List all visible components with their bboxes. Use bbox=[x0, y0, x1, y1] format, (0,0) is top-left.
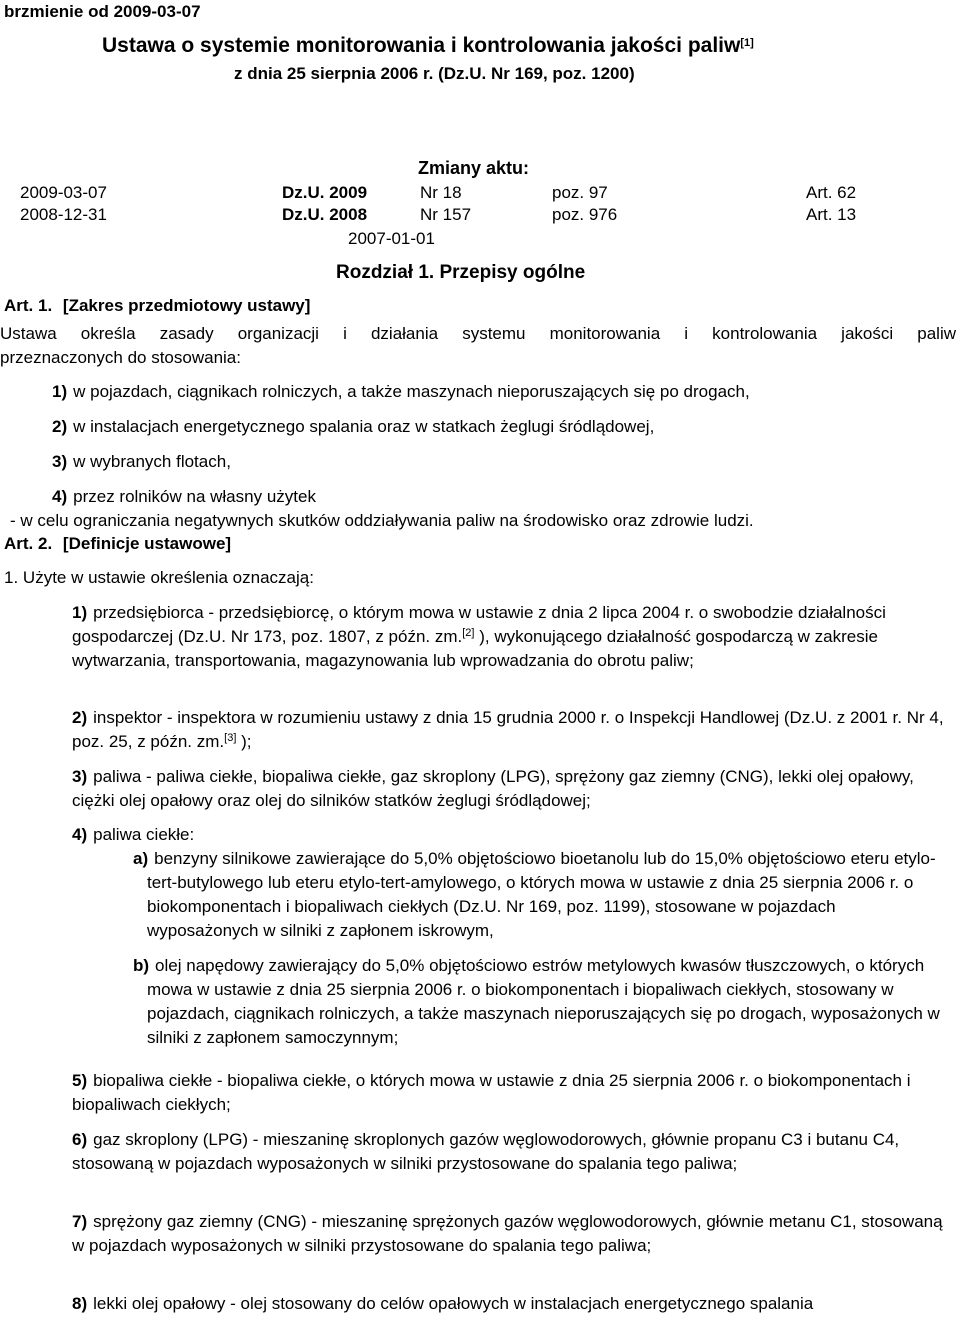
definition-text-cont: ), wykonującego działalność gospodarczą w zakresie wytwarzania, transportowania, magazynowania lub wprowadzania do obrotu paliw; bbox=[72, 627, 878, 670]
chapter-heading: Rozdział 1. Przepisy ogólne bbox=[336, 262, 586, 283]
change-art: Art. 13 bbox=[806, 205, 857, 224]
sub-definition-item bbox=[133, 954, 947, 1050]
definition-item bbox=[72, 765, 954, 813]
art1-item-text: w pojazdach, ciągnikach rolniczych, a także maszynach nieporuszających się po drogach, bbox=[73, 382, 750, 401]
sub-definition-text: olej napędowy zawierający do 5,0% objętościowo estrów metylowych kwasów tłuszczowych, o których mowa w ustawie z dnia 25 sierpnia 2006 r. o biokomponentach i biopaliwach ciekłych, stosowany w pojazdach, ciągnikach rolniczych, a także maszynach nieporuszających się po drogach, wyposażonych w silniki z zapłonem samoczynnym; bbox=[147, 956, 940, 1047]
art1-item-text: w instalacjach energetycznego spalania oraz w statkach żeglugi śródlądowej, bbox=[73, 417, 655, 436]
change-nr: Nr 18 bbox=[420, 183, 462, 202]
change-journal: Dz.U. 2008 bbox=[282, 205, 368, 224]
document-title-text: Ustawa o systemie monitorowania i kontrolowania jakości paliw bbox=[102, 34, 741, 57]
change-date: 2009-03-07 bbox=[20, 183, 107, 202]
art1-item-num: 3) bbox=[52, 452, 68, 471]
art2-title: [Definicje ustawowe] bbox=[62, 534, 232, 553]
definition-item bbox=[72, 1210, 954, 1258]
definition-text: biopaliwa ciekłe - biopaliwa ciekłe, o których mowa w ustawie z dnia 25 sierpnia 2006 r. o biokomponentach i biopaliwach ciekłych; bbox=[72, 1071, 911, 1114]
definition-num: 1) bbox=[72, 603, 88, 622]
title-footnote-link[interactable]: [1] bbox=[740, 37, 754, 49]
art1-title: [Zakres przedmiotowy ustawy] bbox=[62, 296, 311, 315]
art1-item bbox=[52, 380, 750, 404]
art2-intro bbox=[4, 566, 314, 590]
change-nr: Nr 157 bbox=[420, 205, 472, 224]
definition-num: 8) bbox=[72, 1294, 88, 1313]
definition-text-cont: ); bbox=[241, 732, 252, 751]
definition-text: lekki olej opałowy - olej stosowany do celów opałowych w instalacjach energetycznego spalania bbox=[93, 1294, 814, 1313]
definition-num: 7) bbox=[72, 1212, 88, 1231]
art1-item bbox=[52, 415, 654, 439]
change-poz: poz. 97 bbox=[552, 183, 608, 202]
definition-item bbox=[72, 823, 954, 847]
art1-item-num: 1) bbox=[52, 382, 68, 401]
change-extra-date: 2007-01-01 bbox=[348, 229, 435, 248]
changes-heading: Zmiany aktu: bbox=[418, 158, 530, 178]
definition-text: przedsiębiorca - przedsiębiorcę, o którym mowa w ustawie z dnia 2 lipca 2004 r. o swobodzie działalności gospodarczej (Dz.U. Nr 173, poz. 1807, z późn. zm. bbox=[72, 603, 886, 646]
art1-item-num: 2) bbox=[52, 417, 68, 436]
definition-item bbox=[72, 1069, 954, 1117]
definition-num: 2) bbox=[72, 708, 88, 727]
version-line: brzmienie od 2009-03-07 bbox=[4, 2, 201, 21]
art1-intro-line2: przeznaczonych do stosowania: bbox=[0, 348, 241, 367]
change-journal: Dz.U. 2009 bbox=[282, 183, 368, 202]
art1-item-text: w wybranych flotach, bbox=[73, 452, 231, 471]
sub-definition-item bbox=[133, 847, 947, 943]
art1-item-text: przez rolników na własny użytek bbox=[73, 487, 316, 506]
definition-text: sprężony gaz ziemny (CNG) - mieszaninę sprężonych gazów węglowodorowych, głównie metanu C1, stosowaną w pojazdach wyposażonych w silniki przystosowane do spalania tego paliwa; bbox=[72, 1212, 943, 1255]
definition-num: 5) bbox=[72, 1071, 88, 1090]
definition-text: paliwa ciekłe: bbox=[93, 825, 195, 844]
document-subtitle: z dnia 25 sierpnia 2006 r. (Dz.U. Nr 169, poz. 1200) bbox=[234, 64, 635, 83]
change-date: 2008-12-31 bbox=[20, 205, 107, 224]
definition-num: 4) bbox=[72, 825, 88, 844]
art1-closing: - w celu ograniczania negatywnych skutków oddziaływania paliw na środowisko oraz zdrowie ludzi. bbox=[10, 511, 754, 530]
definition-item bbox=[72, 706, 954, 754]
change-art: Art. 62 bbox=[806, 183, 857, 202]
definition-num: 3) bbox=[72, 767, 88, 786]
art1-item-num: 4) bbox=[52, 487, 68, 506]
definition-item bbox=[72, 1292, 954, 1316]
art1-label: Art. 1. bbox=[4, 296, 53, 315]
art2-heading bbox=[4, 532, 231, 556]
sub-definition-text: benzyny silnikowe zawierające do 5,0% objętościowo bioetanolu lub do 15,0% objętościowo eteru etylo-tert-butylowego lub eteru etylo-tert-amylowego, o których mowa w ustawie z dnia 25 sierpnia 2006 r. o biokomponentach i biopaliwach ciekłych (Dz.U. Nr 169, poz. 1199), stosowane w pojazdach wyposażonych w silniki z zapłonem iskrowym, bbox=[147, 849, 936, 940]
change-poz: poz. 976 bbox=[552, 205, 618, 224]
definition-num: 6) bbox=[72, 1130, 88, 1149]
definition-text: inspektor - inspektora w rozumieniu ustawy z dnia 15 grudnia 2000 r. o Inspekcji Handlowej (Dz.U. z 2001 r. Nr 4, poz. 25, z późn. zm. bbox=[72, 708, 944, 751]
sub-definition-num: a) bbox=[133, 849, 149, 868]
art2-intro-text: Użyte w ustawie określenia oznaczają: bbox=[22, 568, 314, 587]
art1-item bbox=[52, 485, 316, 509]
definition-text: paliwa - paliwa ciekłe, biopaliwa ciekłe, gaz skroplony (LPG), sprężony gaz ziemny (CNG), lekki olej opałowy, ciężki olej opałowy oraz olej do silników statków żeglugi śródlądowej; bbox=[72, 767, 914, 810]
art2-intro-num: 1. bbox=[4, 568, 19, 587]
definition-item bbox=[72, 1128, 954, 1176]
sub-definition-num: b) bbox=[133, 956, 150, 975]
footnote-link[interactable]: [3] bbox=[224, 732, 237, 744]
footnote-link[interactable]: [2] bbox=[462, 627, 475, 639]
art1-item bbox=[52, 450, 231, 474]
art1-intro-line1: Ustawa określa zasady organizacji i działania systemu monitorowania i kontrolowania jakości paliw bbox=[0, 324, 956, 343]
art1-heading bbox=[4, 294, 310, 318]
definition-item bbox=[72, 601, 954, 673]
art2-label: Art. 2. bbox=[4, 534, 53, 553]
definition-text: gaz skroplony (LPG) - mieszaninę skroplonych gazów węglowodorowych, głównie propanu C3 i butanu C4, stosowaną w pojazdach wyposażonych w silniki przystosowane do spalania tego paliwa; bbox=[72, 1130, 900, 1173]
document-title bbox=[102, 34, 754, 58]
